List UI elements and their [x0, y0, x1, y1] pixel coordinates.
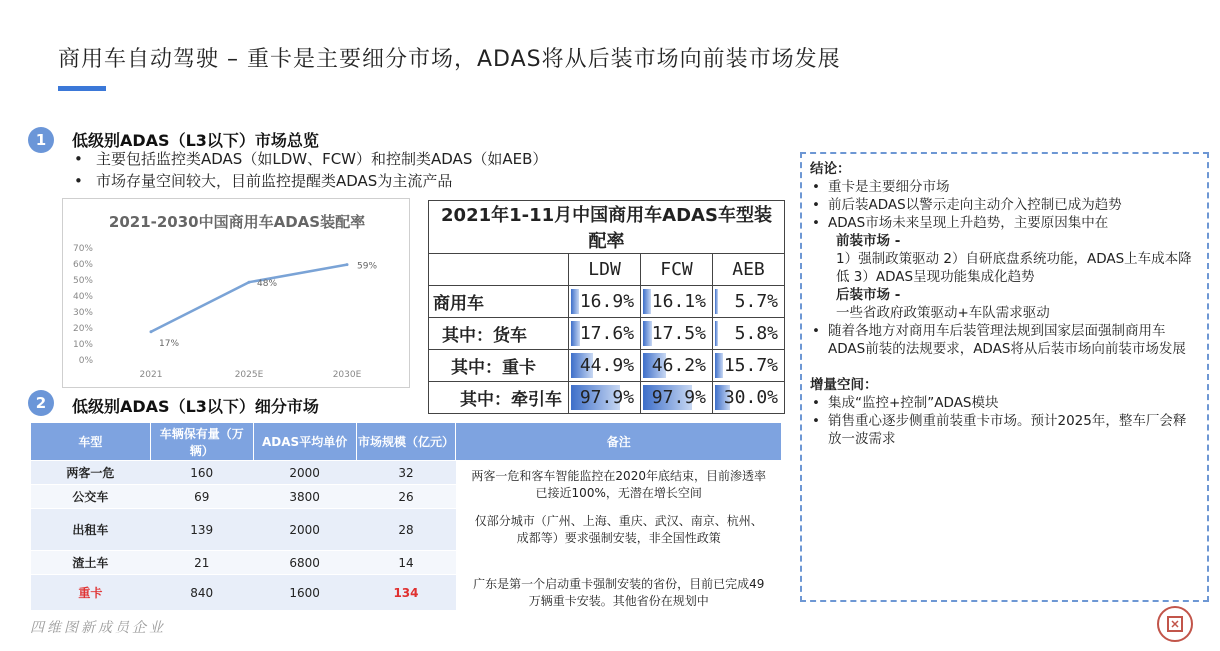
adas-row-label: 商用车 [429, 286, 569, 318]
adas-row-label: 其中：货车 [429, 318, 569, 350]
adas-value-bar [715, 353, 723, 378]
data-label: 59% [357, 261, 378, 272]
adas-value-cell [641, 382, 713, 414]
adas-value-text: 17.6% [579, 323, 635, 344]
adas-value-bar [643, 289, 651, 314]
adas-row-label: 其中：牵引车 [429, 382, 569, 414]
adas-value-text: 5.8% [734, 323, 778, 344]
adas-value-cell [569, 318, 641, 350]
section-1-bullets [74, 148, 547, 192]
adas-value-cell [712, 382, 784, 414]
adas-value-bar [643, 321, 652, 346]
conclusion-item: • 前后装ADAS以警示走向主动介入控制已成为趋势 [810, 196, 1199, 214]
corner-cell [429, 254, 569, 286]
row-price: 1600 [253, 575, 356, 611]
data-point [248, 281, 251, 284]
adas-value-text: 46.2% [651, 355, 706, 376]
adas-value-bar [715, 289, 718, 314]
footer-text: 四维图新成员企业 [30, 620, 166, 636]
row-name: 两客一危 [31, 461, 151, 485]
table-row [31, 461, 782, 485]
row-size: 26 [356, 485, 456, 509]
conclusion-item: • 重卡是主要细分市场 [810, 178, 1199, 196]
bullet-item: • 主要包括监控类ADAS（如LDW、FCW）和控制类ADAS（如AEB） [74, 148, 547, 170]
x-tick-label: 2030E [332, 370, 362, 380]
x-tick-label: 2021 [139, 370, 163, 380]
adas-line-chart [62, 198, 410, 388]
row-stock: 840 [150, 575, 253, 611]
table-row [31, 509, 782, 551]
y-tick-label: 70% [72, 244, 93, 254]
adas-row [429, 382, 785, 414]
row-price: 2000 [253, 509, 356, 551]
y-tick-label: 40% [72, 292, 93, 302]
adas-value-cell [712, 350, 784, 382]
adas-value-text: 97.9% [651, 387, 706, 408]
row-size: 134 [356, 575, 456, 611]
space-item: • 集成“监控+控制”ADAS模块 [810, 394, 1199, 412]
header-aeb: AEB [712, 254, 784, 286]
conclusion-heading: 结论： [810, 161, 851, 177]
y-tick-label: 50% [72, 276, 93, 286]
line-chart-svg [63, 199, 411, 389]
adas-value-cell [569, 350, 641, 382]
header-fcw: FCW [641, 254, 713, 286]
title-underline [58, 86, 106, 91]
table-caption: 2021年1-11月中国商用车ADAS车型装配率 [429, 201, 785, 254]
row-name: 出租车 [31, 509, 151, 551]
row-stock: 21 [150, 551, 253, 575]
adas-row-label: 其中：重卡 [429, 350, 569, 382]
space-item: • 销售重心逐步侧重前装重卡市场。预计2025年，整车厂会释放一波需求 [810, 412, 1199, 448]
y-tick-label: 10% [72, 340, 93, 350]
conclusion-item: • 随着各地方对商用车后装管理法规到国家层面强制商用车ADAS前装的法规要求，ADAS将从后装市场向前装市场发展 [810, 322, 1199, 358]
row-size: 32 [356, 461, 456, 485]
data-point [346, 263, 349, 266]
adas-value-cell [569, 286, 641, 318]
adas-value-bar [715, 321, 718, 346]
adas-value-text: 15.7% [723, 355, 778, 376]
section-1-badge: 1 [28, 127, 54, 153]
seg-header: 车辆保有量（万辆） [150, 423, 253, 461]
conclusion-box [800, 152, 1209, 602]
after-market-label: 后装市场 - [836, 287, 901, 303]
segment-table [30, 422, 782, 611]
row-note: 广东是第一个启动重卡强制安装的省份，目前已完成49万辆重卡安装。其他省份在规划中 [456, 575, 782, 611]
conclusion-item: • ADAS市场未来呈现上升趋势，主要原因集中在 [810, 214, 1199, 232]
adas-value-cell [712, 286, 784, 318]
data-label: 48% [257, 279, 278, 290]
front-market-text: 1）强制政策驱动 2）自研底盘系统功能，ADAS上车成本降低 3）ADAS呈现功能集成化趋势 [836, 251, 1192, 285]
x-tick-label: 2025E [234, 370, 264, 380]
row-name: 重卡 [31, 575, 151, 611]
adas-rate-table [428, 200, 785, 414]
row-name: 公交车 [31, 485, 151, 509]
adas-value-text: 16.1% [651, 291, 706, 312]
section-2-title: 低级别ADAS（L3以下）细分市场 [72, 397, 319, 416]
table-row [31, 575, 782, 611]
y-tick-label: 60% [72, 260, 93, 270]
adas-row [429, 350, 785, 382]
adas-value-text: 44.9% [579, 355, 635, 376]
chart-title: 2021-2030中国商用车ADAS装配率 [108, 213, 366, 231]
seg-header: 市场规模（亿元） [356, 423, 456, 461]
y-tick-label: 30% [72, 308, 93, 318]
adas-row [429, 286, 785, 318]
adas-value-cell [641, 286, 713, 318]
table-row [31, 551, 782, 575]
adas-value-bar [571, 289, 579, 314]
adas-value-text: 30.0% [723, 387, 778, 408]
seg-header: 备注 [456, 423, 782, 461]
adas-value-cell [641, 318, 713, 350]
data-label: 17% [159, 338, 180, 349]
row-size: 28 [356, 509, 456, 551]
adas-value-bar [571, 321, 580, 346]
row-stock: 139 [150, 509, 253, 551]
adas-value-cell [641, 350, 713, 382]
row-price: 3800 [253, 485, 356, 509]
header-ldw: LDW [569, 254, 641, 286]
row-price: 6800 [253, 551, 356, 575]
bullet-item: • 市场存量空间较大，目前监控提醒类ADAS为主流产品 [74, 170, 547, 192]
seg-header: 车型 [31, 423, 151, 461]
page-title: 商用车自动驾驶 – 重卡是主要细分市场，ADAS将从后装市场向前装市场发展 [58, 47, 841, 72]
row-name: 渣土车 [31, 551, 151, 575]
data-point [150, 330, 153, 333]
row-price: 2000 [253, 461, 356, 485]
adas-value-text: 16.9% [579, 291, 635, 312]
seal-logo-icon [1157, 606, 1193, 642]
row-stock: 69 [150, 485, 253, 509]
adas-value-text: 17.5% [651, 323, 706, 344]
adas-value-cell [569, 382, 641, 414]
space-heading: 增量空间： [810, 377, 878, 393]
adas-value-text: 5.7% [734, 291, 778, 312]
y-tick-label: 0% [78, 356, 93, 366]
section-1-title: 低级别ADAS（L3以下）市场总览 [72, 131, 319, 150]
section-2-badge: 2 [28, 390, 54, 416]
y-tick-label: 20% [72, 324, 93, 334]
front-market-label: 前装市场 - [836, 233, 901, 249]
adas-value-text: 97.9% [579, 387, 635, 408]
adas-row [429, 318, 785, 350]
after-market-text: 一些省政府政策驱动+车队需求驱动 [836, 305, 1050, 321]
adas-value-cell [712, 318, 784, 350]
seg-header: ADAS平均单价 [253, 423, 356, 461]
row-note-empty [456, 551, 782, 575]
row-stock: 160 [150, 461, 253, 485]
row-note: 仅部分城市（广州、上海、重庆、武汉、南京、杭州、成都等）要求强制安装，非全国性政策 [456, 509, 782, 551]
row-size: 14 [356, 551, 456, 575]
row-note: 两客一危和客车智能监控在2020年底结束，目前渗透率已接近100%，无潜在增长空间 [456, 461, 782, 509]
series-line [151, 265, 347, 332]
